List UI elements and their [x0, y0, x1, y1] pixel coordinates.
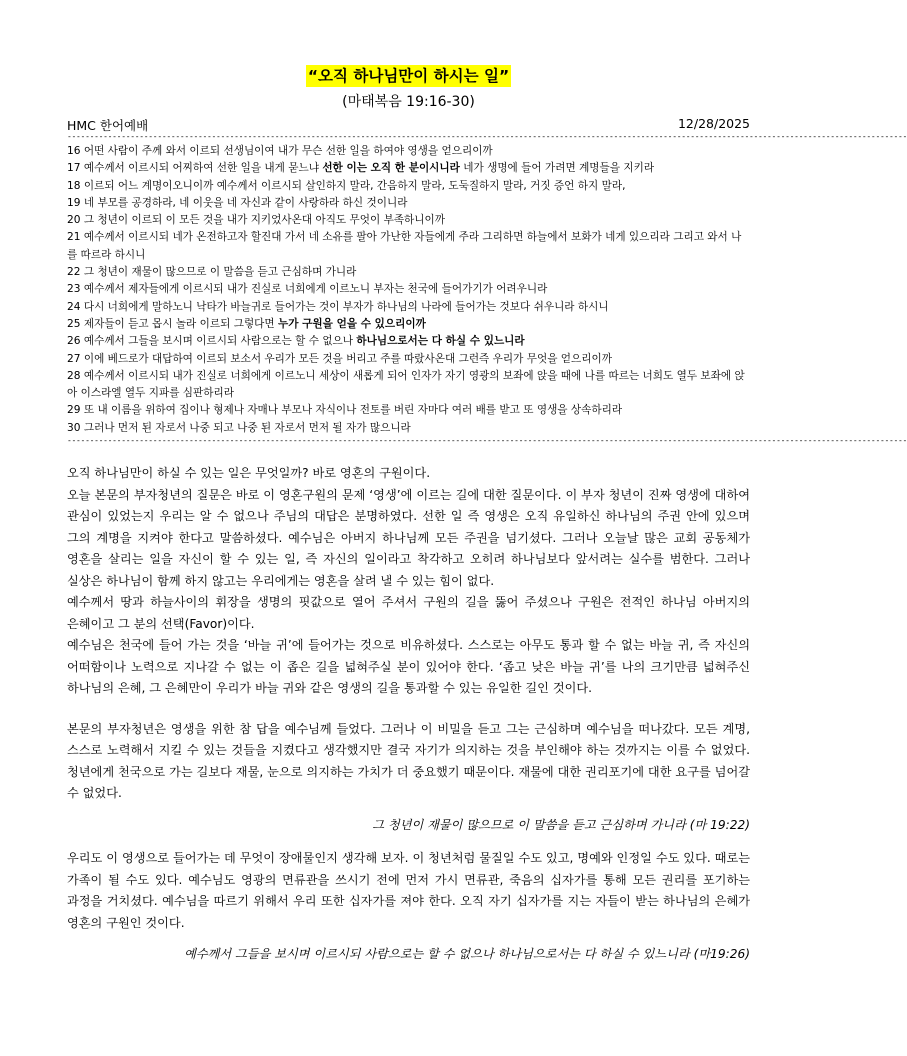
top-divider: ------------------------------------------------------------------------------------------------------------------------------------------------------------------------------------------ — [67, 132, 907, 141]
verse-text: 16 어떤 사람이 주께 와서 이르되 선생님이여 내가 무슨 선한 일을 하여야 영생을 얻으리이까 — [67, 145, 493, 157]
verse-line — [67, 351, 750, 368]
verse-line — [67, 178, 750, 195]
verse-emphasis: 선한 이는 오직 한 분이시니라 — [322, 162, 460, 175]
verse-text: 17 예수께서 이르시되 어찌하여 선한 일을 내게 묻느냐 — [67, 162, 323, 175]
verse-list — [67, 143, 750, 437]
verse-text: 25 제자들이 듣고 몹시 놀라 이르되 그렇다면 — [67, 317, 279, 330]
paragraph-4: 예수님은 천국에 들어 가는 것을 ‘바늘 귀’에 들어가는 것으로 비유하셨다. 스스로는 아무도 통과 할 수 없는 바늘 귀, 즉 자신의 어떠함이나 노력으로 지나갈 수 없는 이 좁은 길을 넓혀주실 분이 있어야 한다. ‘좁고 낮은 바늘 귀’를 나의 크기만큼 넓혀주신 하나님의 은혜, 그 은혜만이 우리가 바늘 귀와 같은 영생의 길을 통과할 수 있는 유일한 길인 것이다. — [67, 638, 750, 696]
verse-text: 30 그러나 먼저 된 자로서 나중 되고 나중 된 자로서 먼저 될 자가 많으니라 — [67, 421, 411, 434]
verse-text: 27 이에 베드로가 대답하여 이르되 보소서 우리가 모든 것을 버리고 주를 따랐사온대 그런즉 우리가 무엇을 얻으리이까 — [67, 352, 612, 365]
verse-line — [67, 368, 750, 403]
verse-text: 21 예수께서 이르시되 네가 온전하고자 할진대 가서 네 소유를 팔아 가난한 자들에게 주라 그리하면 하늘에서 보화가 네게 있으리라 그리고 와서 나를 따르라 하시니 — [67, 231, 742, 261]
verse-line — [67, 229, 750, 264]
paragraph-6: 우리도 이 영생으로 들어가는 데 무엇이 장애물인지 생각해 보자. 이 청년처럼 물질일 수도 있고, 명예와 인정일 수도 있다. 때로는 가족이 될 수도 있다. 예수님도 영광의 면류관을 쓰시기 전에 먼저 가시 면류관, 죽음의 십자가를 통해 모든 권리를 포기하는 과정을 거치셨다. 예수님을 따르기 위해서 우리 또한 십자가를 져야 한다. 오직 자기 십자가를 지는 자들이 받는 하나님의 은혜가 영혼의 구원인 것이다. — [67, 851, 750, 930]
meta-row — [67, 116, 750, 133]
verse-text: 20 그 청년이 이르되 이 모든 것을 내가 지키었사온대 아직도 무엇이 부족하니이까 — [67, 214, 445, 227]
verse-line — [67, 316, 750, 333]
title-block — [67, 65, 750, 88]
verse-text: 29 또 내 이름을 위하여 집이나 형제나 자매나 부모나 자식이나 전토를 버린 자마다 여러 배를 받고 또 영생을 상속하리라 — [67, 404, 623, 417]
verse-line — [67, 195, 750, 212]
scripture-reference: (마태복음 19:16-30) — [342, 94, 475, 110]
paragraph-2: 오늘 본문의 부자청년의 질문은 바로 이 영혼구원의 문제 ‘영생’에 이르는 길에 대한 질문이다. 이 부자 청년이 진짜 영생에 대하여 관심이 있었는지 우리는 알 수 없으나 주님의 대답은 분명하였다. 선한 일 즉 영생은 오직 유일하신 하나님의 주권 안에 있으며 그의 계명을 지켜야 한다고 말씀하셨다. 예수님은 아버지 하나님께 모든 주권을 넘기셨다. 그러나 오늘날 많은 교회 공동체가 영혼을 살리는 일을 자신이 할 수 있는 일, 즉 자신의 일이라고 착각하고 오히려 하나님보다 앞서려는 실수를 범한다. 그러나 실상은 하나님이 함께 하지 않고는 우리에게는 영혼을 살려 낼 수 있는 힘이 없다. — [67, 487, 750, 588]
verse-line — [67, 264, 750, 281]
verse-text: 26 예수께서 그들을 보시며 이르시되 사람으로는 할 수 없으나 — [67, 335, 357, 348]
verse-line — [67, 333, 750, 350]
document-page — [67, 0, 907, 978]
verse-line — [67, 160, 750, 177]
verse-emphasis: 누가 구원을 얻을 수 있으리이까 — [278, 317, 426, 330]
verse-text: 28 예수께서 이르시되 내가 진실로 너희에게 이르노니 세상이 새롭게 되어 인자가 자기 영광의 보좌에 앉을 때에 나를 따르는 너희도 열두 보좌에 앉아 이스라엘 열두 지파를 심판하리라 — [67, 369, 745, 400]
sermon-body — [67, 463, 750, 966]
sermon-title: “오직 하나님만이 하시는 일” — [307, 67, 510, 85]
verse-line — [67, 402, 750, 419]
paragraph-5: 본문의 부자청년은 영생을 위한 참 답을 예수님께 들었다. 그러나 이 비밀을 듣고 그는 근심하며 예수님을 떠나갔다. 모든 계명, 스스로 노력해서 지킬 수 있는 것들을 지켰다고 생각했지만 결국 자기가 의지하는 것을 부인해야 하는 것까지는 이를 수 없었다. 청년에게 천국으로 가는 길보다 재물, 눈으로 의지하는 가치가 더 중요했기 때문이다. 재물에 대한 권리포기에 대한 요구를 넘어갈 수 없었다. — [67, 721, 750, 801]
quote-2: 예수께서 그들을 보시며 이르시되 사람으로는 할 수 없으나 하나님으로서는 다 하실 수 있느니라 (마19:26) — [184, 947, 750, 962]
verse-text: 22 그 청년이 재물이 많으므로 이 말씀을 듣고 근심하며 가니라 — [67, 266, 357, 279]
verse-text: 19 네 부모를 공경하라, 네 이웃을 네 자신과 같이 사랑하라 하신 것이니라 — [67, 196, 408, 209]
quote-1: 그 청년이 재물이 많으므로 이 말씀을 듣고 근심하며 가니라 (마 19:22) — [372, 817, 750, 832]
verse-line — [67, 143, 750, 160]
service-name: HMC 한어예배 — [67, 118, 149, 133]
paragraph-3: 예수께서 땅과 하늘사이의 휘장을 생명의 핏값으로 열어 주셔서 구원의 길을 뚫어 주셨으나 구원은 전적인 하나님 아버지의 은혜이고 그 분의 선택(Favor)이다. — [67, 595, 750, 631]
verse-emphasis: 하나님으로서는 다 하실 수 있느니라 — [356, 335, 525, 348]
verse-text: 네가 생명에 들어 가려면 계명들을 지키라 — [459, 162, 655, 175]
verse-text: 23 예수께서 제자들에게 이르시되 내가 진실로 너희에게 이르노니 부자는 천국에 들어가기가 어려우니라 — [67, 283, 548, 296]
verse-line — [67, 420, 750, 437]
verse-line — [67, 212, 750, 229]
verse-text: 18 이르되 어느 계명이오니이까 예수께서 이르시되 살인하지 말라, 간음하지 말라, 도둑질하지 말라, 거짓 증언 하지 말라, — [67, 179, 626, 192]
service-date: 12/28/2025 — [677, 116, 750, 131]
paragraph-1: 오직 하나님만이 하실 수 있는 일은 무엇일까? 바로 영혼의 구원이다. — [67, 466, 431, 481]
verse-line — [67, 299, 750, 316]
verse-line — [67, 281, 750, 298]
bottom-divider: ------------------------------------------------------------------------------------------------------------------------------------------------------------------------------------------ — [67, 436, 907, 446]
verse-text: 24 다시 너희에게 말하노니 낙타가 바늘귀로 들어가는 것이 부자가 하나님의 나라에 들어가는 것보다 쉬우니라 하시니 — [67, 300, 609, 313]
paragraph-gap — [67, 700, 750, 719]
